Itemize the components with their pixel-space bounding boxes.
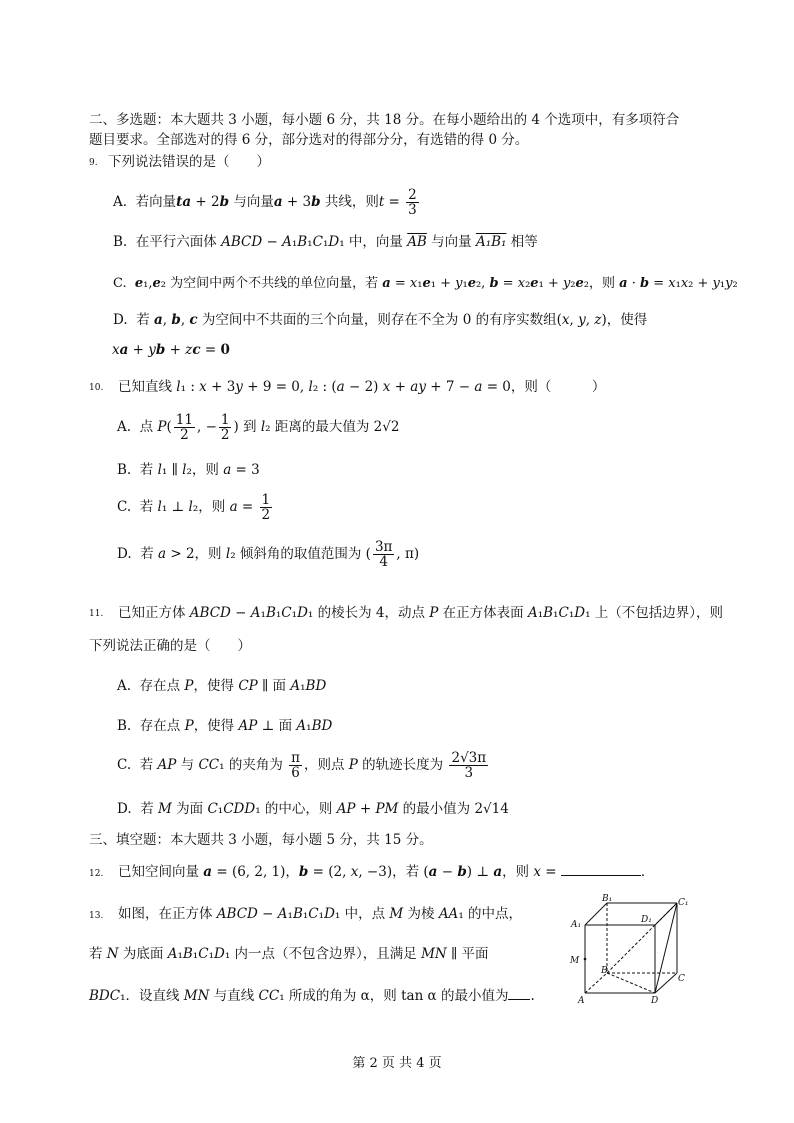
label-c1: C₁: [678, 898, 689, 908]
q9-option-c: C. e₁,e₂ 为空间中两个不共线的单位向量，若 a = x₁e₁ + y₁e₂, b = x₂e₁ + y₂e₂，则 a · b = x₁x₂ + y₁y₂: [113, 276, 738, 291]
label-c: C: [678, 974, 685, 984]
label-d: D: [651, 996, 659, 1006]
line-d-c1: [655, 903, 677, 993]
q11-option-a: A. 存在点 P，使得 CP ∥ 面 A₁BD: [117, 678, 327, 694]
q11-stem-line2: 下列说法正确的是（ ）: [89, 638, 251, 654]
q13-answer-blank[interactable]: [508, 987, 530, 1000]
q10-option-b: B. 若 l₁ ∥ l₂，则 a = 3: [117, 462, 260, 478]
q10-stem: 已知直线 l₁ : x + 3y + 9 = 0, l₂ : (a − 2) x + ay + 7 − a = 0，则（ ）: [118, 379, 606, 395]
edge-d-c: [655, 973, 677, 993]
section-3-heading: 三、填空题：本大题共 3 小题，每小题 5 分，共 15 分。: [89, 832, 433, 848]
q9-option-b: B. 在平行六面体 ABCD − A₁B₁C₁D₁ 中，向量 $\overline{AB}$ 与向量 A₁B₁ 相等: [113, 234, 538, 250]
label-a1: A₁: [571, 920, 582, 930]
line-b-d: [607, 973, 655, 993]
label-m: M: [570, 956, 580, 966]
edge-a-b: [585, 973, 607, 993]
q13-line3: BDC₁．设直线 MN 与直线 CC₁ 所成的角为 α，则 tan α 的最小值为 .: [89, 988, 535, 1004]
q13-line2: 若 N 为底面 A₁B₁C₁D₁ 内一点（不包含边界），且满足 MN ∥ 平面: [89, 946, 489, 962]
q11-option-c: C. 若 AP 与 CC₁ 的夹角为 $\frac{\pi}{6}$ ，则点 P 的轨迹长度为 $\frac{2√3\pi}{3}$: [117, 750, 487, 781]
q10-option-c: C. 若 l₁ ⊥ l₂，则 a = $\frac{1}{2}$: [117, 492, 271, 523]
section-2-heading-line1: 二、多选题：本大题共 3 小题，每小题 6 分，共 18 分。在每小题给出的 4 个选项中，有多项符合: [89, 112, 680, 128]
q13-line1: 如图，在正方体 ABCD − A₁B₁C₁D₁ 中，点 M 为棱 AA₁ 的中点，: [118, 906, 523, 922]
label-b1: B₁: [602, 894, 613, 904]
q10-option-a: A. 点 P( $\frac{11}{2}$ , − $\frac{1}{2}$ ) 到 l₂ 距离的最大值为 2√2: [117, 412, 400, 443]
label-d1: D₁: [641, 915, 652, 925]
edge-a1-b1: [585, 903, 607, 925]
q12-answer-blank[interactable]: [561, 863, 641, 876]
label-a: A: [578, 996, 585, 1006]
q11-stem-line1: 已知正方体 ABCD − A₁B₁C₁D₁ 的棱长为 4，动点 P 在正方体表面 A₁B₁C₁D₁ 上（不包括边界），则: [118, 605, 724, 621]
point-m: [584, 958, 587, 961]
page-footer: 第 2 页 共 4 页: [352, 1056, 442, 1071]
q9-stem: 下列说法错误的是（ ）: [108, 154, 270, 170]
cube-figure: [565, 893, 690, 1011]
q11-option-d: D. 若 M 为面 C₁CDD₁ 的中心，则 AP + PM 的最小值为 2√14: [117, 801, 509, 817]
section-2-heading-line2: 题目要求。全部选对的得 6 分，部分选对的得部分分，有选错的得 0 分。: [89, 132, 529, 148]
q10-option-d: D. 若 a > 2，则 l₂ 倾斜角的取值范围为 ( $\frac{3\pi}{4}$ , π): [117, 539, 420, 570]
q9-option-d-equation: xa + yb + zc = 0: [112, 342, 230, 358]
q9-option-d: D. 若 a, b, c 为空间中不共面的三个向量，则存在不全为 0 的有序实数组(x, y, z)，使得: [113, 312, 648, 328]
q12-text: 已知空间向量 a = (6, 2, 1)，b = (2, x, −3)，若 (a − b) ⊥ a，则 x = ．: [118, 864, 655, 880]
q9-option-a: A. 若向量ta + 2b 与向量a + 3b 共线，则t = $\frac{2}{3}$: [113, 187, 417, 218]
q11-option-b: B. 存在点 P，使得 AP ⊥ 面 A₁BD: [117, 718, 333, 734]
label-b: B: [601, 966, 608, 976]
